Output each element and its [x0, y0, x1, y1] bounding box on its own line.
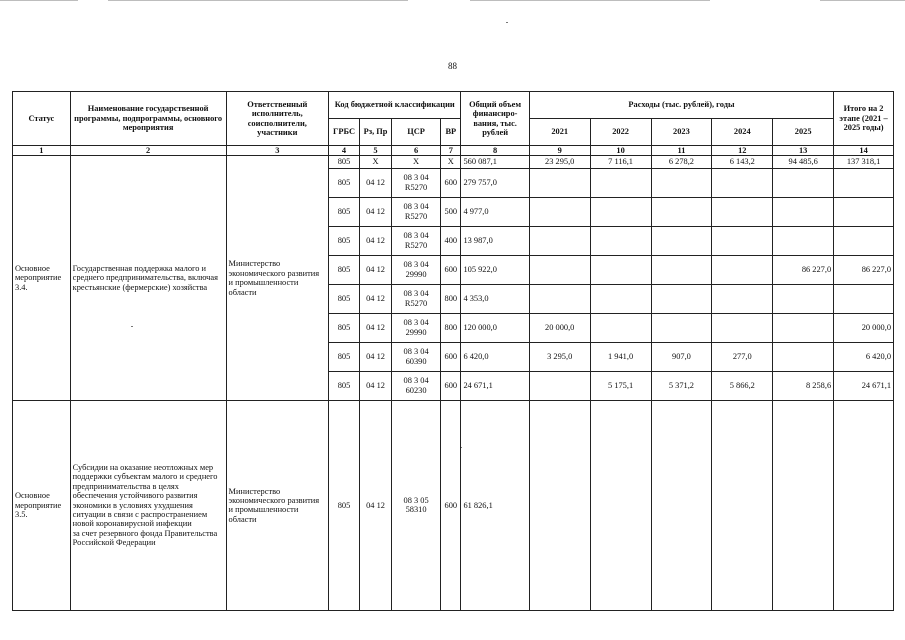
- csr-cell: 08 3 04 R5270: [392, 197, 441, 226]
- measure-name-cell: Субсидии на оказание неотложных мер поддержки субъектам малого и среднего предпринимательства в целях обеспечения устойчивого развития экономики в условиях ухудшения ситуации в связи с распространением новой коронавирусной инфекции за счет резервного фонда Правительства Российской Федерации: [70, 400, 226, 610]
- grbs-cell: 805: [329, 400, 360, 610]
- column-number: 6: [392, 146, 441, 156]
- itogo-cell: [834, 226, 894, 255]
- grbs-cell: 805: [329, 197, 360, 226]
- year-2022-cell: [590, 197, 651, 226]
- year-2022-cell: [590, 168, 651, 197]
- year-2021-cell: [529, 197, 590, 226]
- year-2023-cell: [651, 284, 712, 313]
- header-total: Общий объем финансиро-вания, тыс. рублей: [461, 92, 529, 146]
- budget-table: [12, 91, 894, 611]
- csr-cell: 08 3 04 60390: [392, 342, 441, 371]
- year-2024-cell: 6 143,2: [712, 156, 773, 168]
- header-rzpr: Рз, Пр: [360, 119, 392, 146]
- column-number: 12: [712, 146, 773, 156]
- vr-cell: 600: [441, 255, 461, 284]
- itogo-cell: 86 227,0: [834, 255, 894, 284]
- column-number: 2: [70, 146, 226, 156]
- rzpr-cell: 04 12: [360, 197, 392, 226]
- header-grbs: ГРБС: [329, 119, 360, 146]
- year-2022-cell: 5 175,1: [590, 371, 651, 400]
- rzpr-cell: 04 12: [360, 342, 392, 371]
- year-2021-cell: [529, 284, 590, 313]
- csr-cell: 08 3 04 R5270: [392, 226, 441, 255]
- total-cell: 6 420,0: [461, 342, 529, 371]
- measure-name-cell: Государственная поддержка малого и среднего предпринимательства, включая крестьянские (фермерские) хозяйства: [70, 156, 226, 400]
- year-2023-cell: [651, 226, 712, 255]
- table-row: [13, 400, 894, 610]
- rzpr-cell: 04 12: [360, 371, 392, 400]
- year-2023-cell: [651, 255, 712, 284]
- status-cell: Основное мероприятие 3.4.: [13, 156, 71, 400]
- grbs-cell: 805: [329, 313, 360, 342]
- year-2021-cell: [529, 371, 590, 400]
- itogo-cell: 137 318,1: [834, 156, 894, 168]
- table-row-summary: [13, 156, 894, 168]
- column-number: 1: [13, 146, 71, 156]
- header-expenses: Расходы (тыс. рублей), годы: [529, 92, 833, 119]
- year-2022-cell: [590, 284, 651, 313]
- year-2024-cell: [712, 255, 773, 284]
- year-2025-cell: 86 227,0: [773, 255, 834, 284]
- status-cell: Основное мероприятие 3.5.: [13, 400, 71, 610]
- total-cell: 279 757,0: [461, 168, 529, 197]
- csr-cell: Х: [392, 156, 441, 168]
- column-number: 5: [360, 146, 392, 156]
- total-cell: 120 000,0: [461, 313, 529, 342]
- top-edge-line: [108, 0, 408, 1]
- column-number: 13: [773, 146, 834, 156]
- header-year-2023: 2023: [651, 119, 712, 146]
- header-year-2022: 2022: [590, 119, 651, 146]
- grbs-cell: 805: [329, 226, 360, 255]
- year-2024-cell: [712, 284, 773, 313]
- grbs-cell: 805: [329, 284, 360, 313]
- header-vr: ВР: [441, 119, 461, 146]
- rzpr-cell: 04 12: [360, 226, 392, 255]
- csr-cell: 08 3 04 R5270: [392, 168, 441, 197]
- year-2022-cell: [590, 400, 651, 610]
- csr-cell: 08 3 05 58310: [392, 400, 441, 610]
- vr-cell: 600: [441, 168, 461, 197]
- vr-cell: 600: [441, 342, 461, 371]
- year-2025-cell: [773, 168, 834, 197]
- rzpr-cell: 04 12: [360, 255, 392, 284]
- header-status: Статус: [13, 92, 71, 146]
- year-2021-cell: 20 000,0: [529, 313, 590, 342]
- year-2025-cell: [773, 284, 834, 313]
- vr-cell: 800: [441, 284, 461, 313]
- column-number-row: [13, 146, 894, 156]
- grbs-cell: 805: [329, 255, 360, 284]
- itogo-cell: [834, 168, 894, 197]
- year-2021-cell: 23 295,0: [529, 156, 590, 168]
- total-cell: 105 922,0: [461, 255, 529, 284]
- executor-cell: Министерство экономического развития и промышленности области: [226, 400, 329, 610]
- year-2022-cell: [590, 255, 651, 284]
- vr-cell: 800: [441, 313, 461, 342]
- year-2023-cell: 6 278,2: [651, 156, 712, 168]
- header-budget-code: Код бюджетной классификации: [329, 92, 461, 119]
- grbs-cell: 805: [329, 168, 360, 197]
- header-name: Наименование государственной программы, подпрограммы, основного мероприятия: [70, 92, 226, 146]
- rzpr-cell: 04 12: [360, 313, 392, 342]
- year-2023-cell: [651, 197, 712, 226]
- year-2021-cell: [529, 255, 590, 284]
- year-2025-cell: [773, 226, 834, 255]
- header-csr: ЦСР: [392, 119, 441, 146]
- year-2025-cell: [773, 197, 834, 226]
- table-body: [13, 156, 894, 610]
- year-2025-cell: [773, 400, 834, 610]
- total-cell: 61 826,1: [461, 400, 529, 610]
- scan-speck: [506, 22, 508, 23]
- total-cell: 24 671,1: [461, 371, 529, 400]
- csr-cell: 08 3 04 29990: [392, 255, 441, 284]
- year-2022-cell: [590, 313, 651, 342]
- total-cell: 4 353,0: [461, 284, 529, 313]
- executor-cell: Министерство экономического развития и промышленности области: [226, 156, 329, 400]
- top-edge-line: [820, 0, 905, 1]
- vr-cell: 400: [441, 226, 461, 255]
- vr-cell: 500: [441, 197, 461, 226]
- rzpr-cell: 04 12: [360, 400, 392, 610]
- page-number: 88: [448, 61, 457, 71]
- rzpr-cell: 04 12: [360, 284, 392, 313]
- year-2021-cell: 3 295,0: [529, 342, 590, 371]
- year-2024-cell: [712, 313, 773, 342]
- column-number: 10: [590, 146, 651, 156]
- itogo-cell: [834, 400, 894, 610]
- year-2024-cell: 5 866,2: [712, 371, 773, 400]
- top-edge-line: [0, 0, 78, 1]
- year-2024-cell: 277,0: [712, 342, 773, 371]
- csr-cell: 08 3 04 29990: [392, 313, 441, 342]
- year-2022-cell: 1 941,0: [590, 342, 651, 371]
- header-year-2024: 2024: [712, 119, 773, 146]
- year-2023-cell: [651, 400, 712, 610]
- year-2022-cell: 7 116,1: [590, 156, 651, 168]
- year-2023-cell: 5 371,2: [651, 371, 712, 400]
- itogo-cell: 20 000,0: [834, 313, 894, 342]
- year-2021-cell: [529, 226, 590, 255]
- grbs-cell: 805: [329, 156, 360, 168]
- year-2025-cell: [773, 313, 834, 342]
- table-header: [13, 92, 894, 156]
- year-2021-cell: [529, 400, 590, 610]
- year-2023-cell: 907,0: [651, 342, 712, 371]
- column-number: 11: [651, 146, 712, 156]
- csr-cell: 08 3 04 R5270: [392, 284, 441, 313]
- vr-cell: 600: [441, 400, 461, 610]
- year-2025-cell: [773, 342, 834, 371]
- itogo-cell: 6 420,0: [834, 342, 894, 371]
- top-edge-line: [470, 0, 710, 1]
- itogo-cell: 24 671,1: [834, 371, 894, 400]
- header-executor: Ответственный исполнитель, соисполнители, участники: [226, 92, 329, 146]
- total-cell: 4 977,0: [461, 197, 529, 226]
- year-2024-cell: [712, 400, 773, 610]
- column-number: 4: [329, 146, 360, 156]
- total-cell: 13 987,0: [461, 226, 529, 255]
- column-number: 8: [461, 146, 529, 156]
- vr-cell: Х: [441, 156, 461, 168]
- itogo-cell: [834, 284, 894, 313]
- year-2024-cell: [712, 197, 773, 226]
- column-number: 3: [226, 146, 329, 156]
- year-2024-cell: [712, 168, 773, 197]
- column-number: 7: [441, 146, 461, 156]
- year-2025-cell: 8 258,6: [773, 371, 834, 400]
- header-itogo: Итого на 2 этапе (2021 – 2025 годы): [834, 92, 894, 146]
- year-2023-cell: [651, 313, 712, 342]
- year-2024-cell: [712, 226, 773, 255]
- year-2022-cell: [590, 226, 651, 255]
- year-2021-cell: [529, 168, 590, 197]
- itogo-cell: [834, 197, 894, 226]
- column-number: 14: [834, 146, 894, 156]
- header-year-2025: 2025: [773, 119, 834, 146]
- vr-cell: 600: [441, 371, 461, 400]
- total-cell: 560 087,1: [461, 156, 529, 168]
- year-2023-cell: [651, 168, 712, 197]
- rzpr-cell: 04 12: [360, 168, 392, 197]
- grbs-cell: 805: [329, 342, 360, 371]
- csr-cell: 08 3 04 60230: [392, 371, 441, 400]
- rzpr-cell: Х: [360, 156, 392, 168]
- grbs-cell: 805: [329, 371, 360, 400]
- year-2025-cell: 94 485,6: [773, 156, 834, 168]
- header-year-2021: 2021: [529, 119, 590, 146]
- column-number: 9: [529, 146, 590, 156]
